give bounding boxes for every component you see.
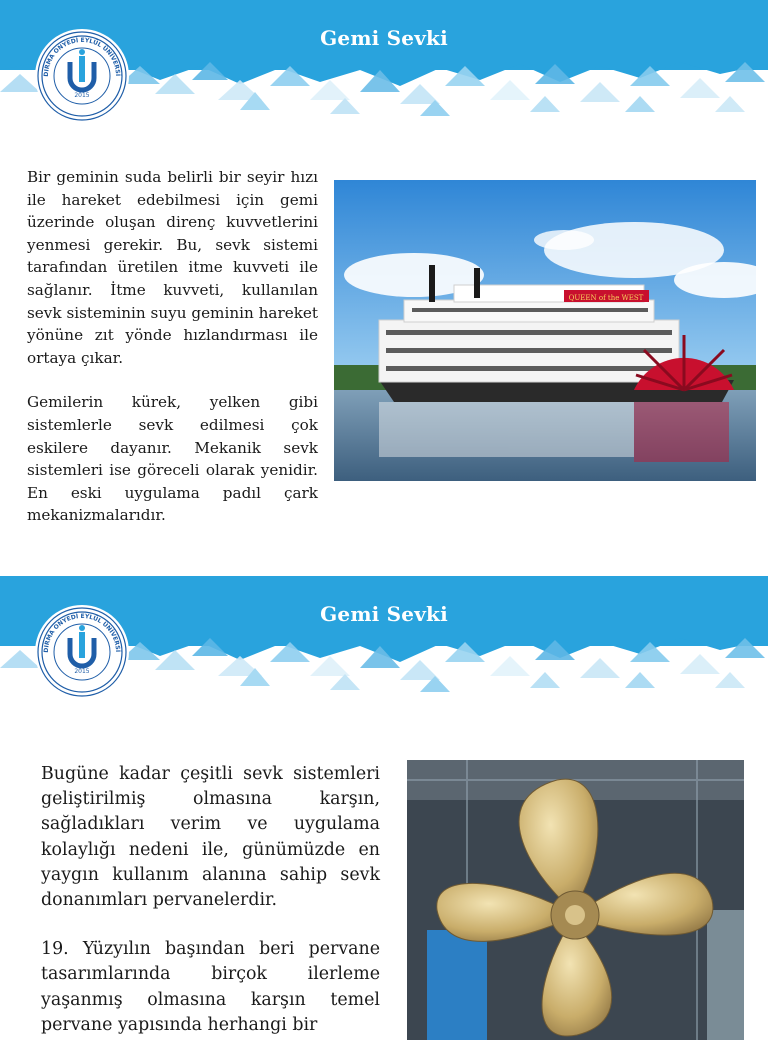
body-text — [41, 762, 380, 1038]
logo-text: DIRMA ONYEDİ EYLÜL ÜNİVERSİ — [42, 36, 122, 77]
paragraph-1: Bir geminin suda belirli bir seyir hızı ile hareket edebilmesi için gemi üzerinde oluşan direnç kuvvetlerini yenmesi gerekir. Bu, sevk sistemi tarafından üretilen itme kuvveti ile sağlanır. İtme kuvveti, kullanılan sevk sisteminin suyu geminin hareket yönüne zıt yönde hızlandırması ile ortaya çıkar. — [27, 168, 318, 367]
paragraph-2: 19. Yüzyılın başından beri pervane tasarımlarında birçok ilerleme yaşanmış olmasına karşın temel pervane yapısında herhangi bir — [41, 939, 380, 1035]
body-text — [27, 166, 318, 527]
university-logo — [34, 604, 130, 700]
logo-year: 2015 — [74, 92, 90, 99]
paragraph-2: Gemilerin kürek, yelken gibi sistemlerle sevk edilmesi çok eskilere dayanır. Mekanik sevk sistemleri ise göreceli olarak yenidir. En eski uygulama padıl çark mekanizmalarıdır. — [27, 393, 318, 525]
university-logo — [34, 28, 130, 124]
propeller-photo — [407, 760, 744, 1040]
slide-title: Gemi Sevki — [320, 602, 448, 626]
slide-separator — [0, 560, 768, 576]
logo-text: DIRMA ONYEDİ EYLÜL ÜNİVERSİ — [42, 612, 122, 653]
logo-year: 2015 — [74, 668, 90, 675]
steamboat-photo — [334, 180, 756, 481]
slide-2 — [0, 576, 768, 1035]
ship-name: QUEEN of the WEST — [568, 294, 644, 302]
slide-title: Gemi Sevki — [320, 26, 448, 50]
paragraph-1: Bugüne kadar çeşitli sevk sistemleri geliştirilmiş olmasına karşın, sağladıkları verim ve uygulama kolaylığı nedeni ile, günümüzde en yaygın kullanım alanına sahip sevk donanımları pervanelerdir. — [41, 764, 380, 911]
